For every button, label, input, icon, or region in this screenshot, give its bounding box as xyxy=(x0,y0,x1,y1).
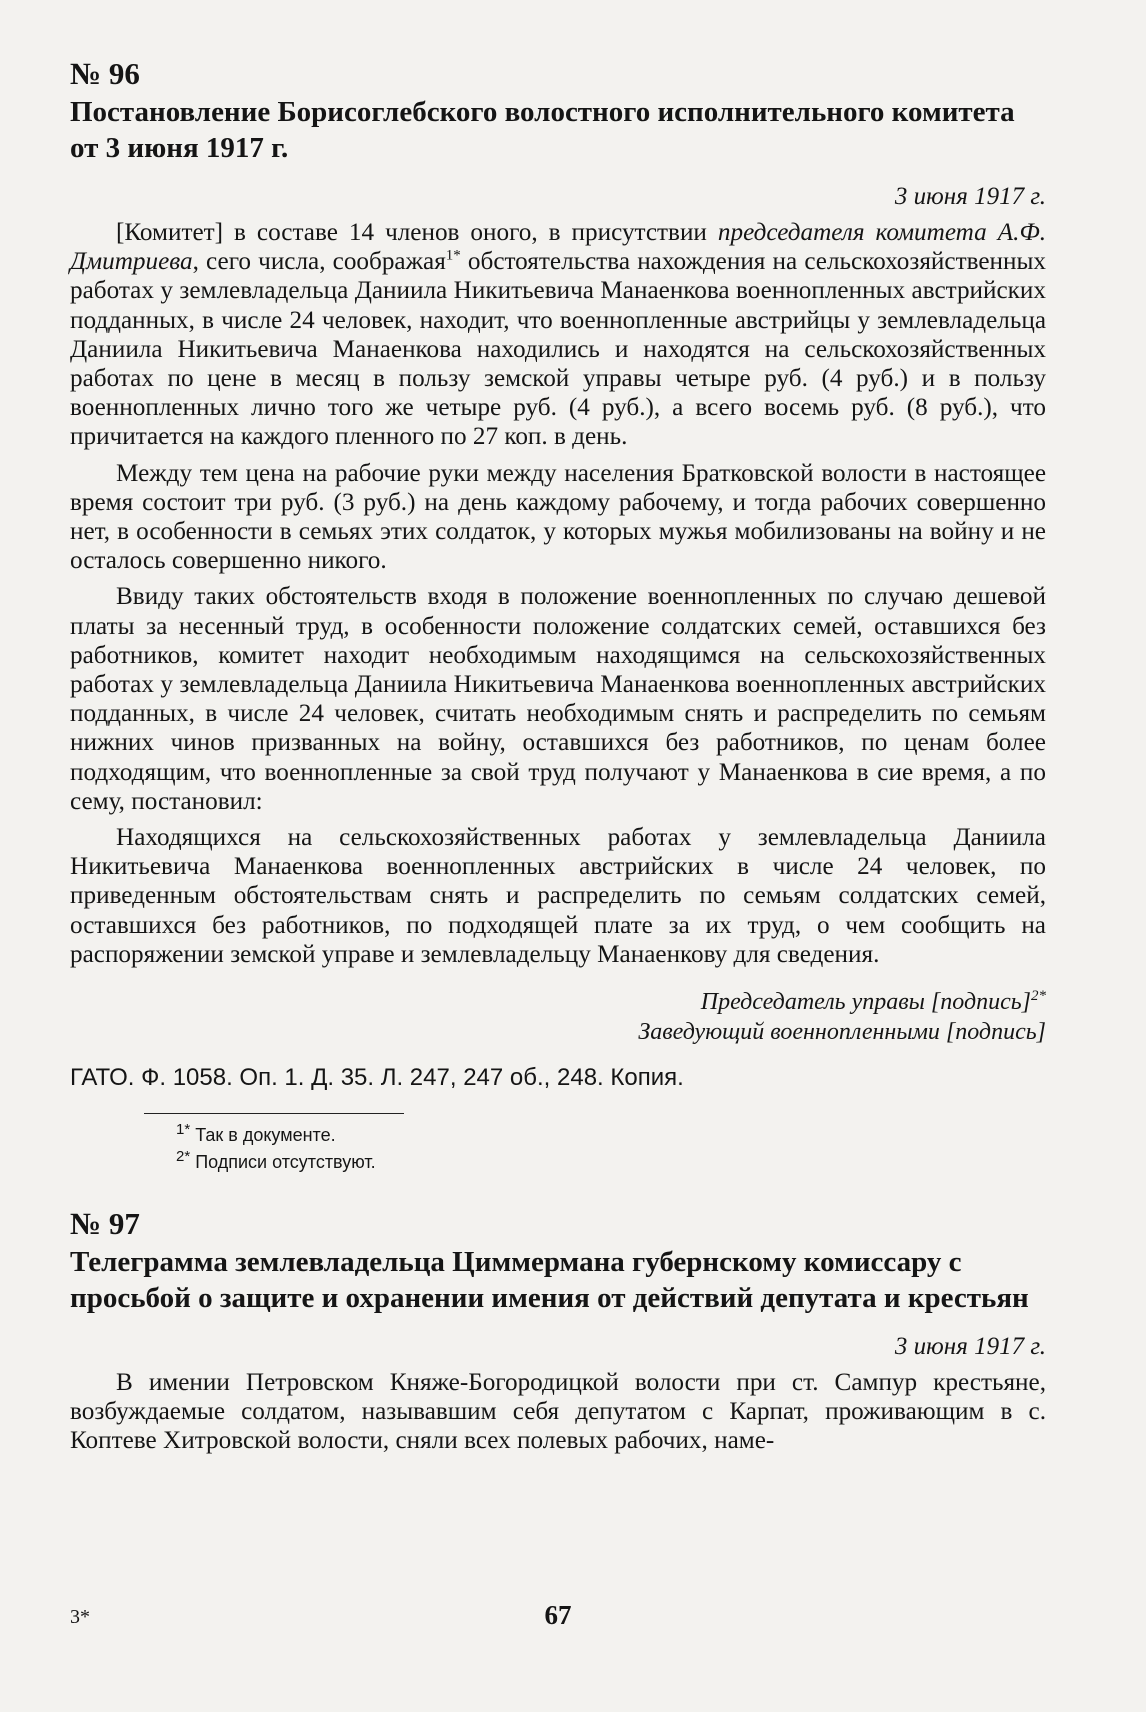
paragraph-2: Между тем цена на рабочие руки между населения Братковской волости в настоящее время состоит три руб. (3 руб.) на день каждому рабочему, и тогда рабочих совершенно нет, в особенности в семьях этих солдаток, у которых мужья мобилизованы на войну и не осталось совершенно никого. xyxy=(70,459,1046,575)
paragraph-1 xyxy=(70,218,1046,452)
footnote-ref-2: 2* xyxy=(1031,988,1046,1005)
document-date: 3 июня 1917 г. xyxy=(894,183,1046,210)
page-footer xyxy=(70,1600,1046,1640)
document-title: Постановление Борисоглебского волостного исполнительного комитета от 3 июня 1917 г. xyxy=(70,96,1015,164)
document-number: № 96 xyxy=(70,56,140,91)
paragraph-1-part-a: [Комитет] в составе 14 членов оного, в присутствии xyxy=(116,219,718,246)
paragraph-4: Находящихся на сельскохозяйственных работах у землевладельца Даниила Никитьевича Манаенкова военнопленных австрийских в числе 24 человек, по приведенным обстоятельствам снять и распределить по семьям солдатских семей, оставшихся без работников, по подходящей плате за их труд, о чем сообщить на распоряжении земской управе и землевладельцу Манаенкову для сведения. xyxy=(70,824,1046,968)
archive-reference: ГАТО. Ф. 1058. Оп. 1. Д. 35. Л. 247, 247 об., 248. Копия. xyxy=(70,1064,684,1092)
document-96 xyxy=(70,56,1046,1176)
footnote-1-text: Так в документе. xyxy=(195,1125,336,1146)
footnote-2-text: Подписи отсутствуют. xyxy=(195,1152,376,1173)
document-title: Телеграмма землевладельца Циммермана губернскому комиссару с просьбой о защите и охранении имения от действий депутата и крестьян xyxy=(70,1246,1029,1315)
footnote-divider xyxy=(144,1113,404,1114)
paragraph-1: В имении Петровском Княже-Богородицкой волости при ст. Сампур крестьяне, возбуждаемые солдатом, называвшим себя депутатом с Карпат, проживающим в с. Коптеве Хитровской волости, сняли всех полевых рабочих, наме- xyxy=(70,1369,1046,1455)
committee-chair: председателя комитета А.Ф. Дмитриева xyxy=(70,219,1046,276)
document-97 xyxy=(70,1206,1046,1456)
footnote-2-mark: 2* xyxy=(176,1148,191,1166)
page-content xyxy=(70,56,1046,1463)
paragraph-3: Ввиду таких обстоятельств входя в положение военнопленных по случаю дешевой платы за несенный труд, в особенности положение солдатских семей, оставшихся без работников, комитет находит необходимым находящимся на сельскохозяйственных работах у землевладельца Даниила Никитьевича Манаенкова военнопленных австрийских подданных, в числе 24 человек, считать необходимым снять и распределить по семьям нижних чинов призванных на войну, оставшихся без работников, по ценам более подходящим, что военнопленные за свой труд получают у Манаенкова в сие время, а по сему, постановил: xyxy=(70,583,1046,815)
document-date: 3 июня 1917 г. xyxy=(894,1333,1046,1361)
footnote-1 xyxy=(176,1122,1046,1149)
signatures xyxy=(70,987,1046,1047)
footnote-2 xyxy=(176,1149,1046,1176)
page-number: 67 xyxy=(544,1600,572,1630)
document-number: № 97 xyxy=(70,1206,140,1242)
footnote-ref-1: 1* xyxy=(445,247,461,264)
signature-chairman-text: Председатель управы [подпись] xyxy=(700,989,1031,1016)
signature-chairman xyxy=(70,987,1046,1017)
paragraph-1-part-c: обстоятельства нахождения на сельскохозяйственных работах у землевладельца Даниила Никитьевича Манаенкова военнопленных австрийских подданных, в числе 24 человек, находит, что военнопленные австрийцы у землевладельца Даниила Никитьевича Манаенкова находились и находятся на сельскохозяйственных работах по цене в месяц в пользу земской управы четыре руб. (4 руб.) и в пользу военнопленных лично того же четыре руб. (4 руб.), а всего восемь руб. (8 руб.), что причитается на каждого пленного по 27 коп. в день. xyxy=(70,248,1046,451)
signature-mark: 3* xyxy=(70,1606,90,1628)
signature-pow-manager: Заведующий военнопленными [подпись] xyxy=(638,1019,1046,1046)
paragraph-1-part-b: , сего числа, соображая xyxy=(192,248,446,276)
footnote-1-mark: 1* xyxy=(176,1121,191,1139)
